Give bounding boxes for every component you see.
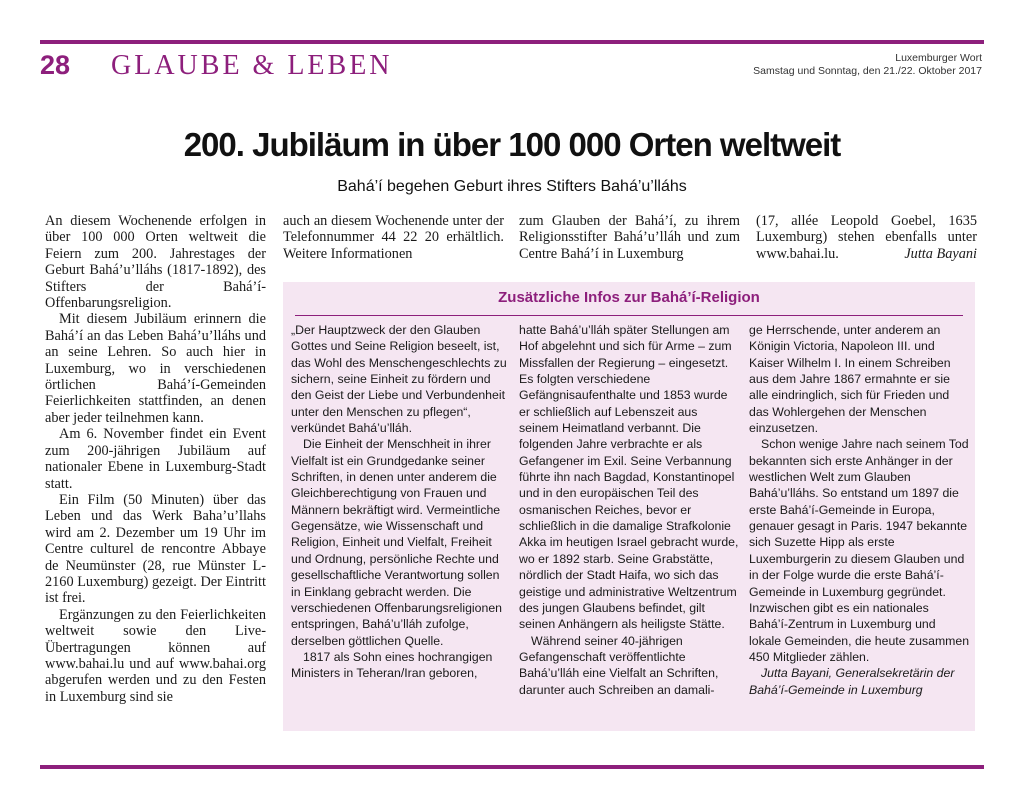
paragraph: Ergänzungen zu den Feierlichkeiten weltweit sowie den Live-Übertragungen können auf www.bahai.lu und auf www.bahai.org abgerufen werden und zu den Festen in Luxemburg sind sie — [45, 606, 266, 705]
paper-name: Luxemburger Wort — [895, 52, 982, 64]
paragraph: An diesem Wochenende erfolgen in über 100 000 Orten weltweit die Feiern zum 200. Jahrestages der Geburt Bahá’u’lláhs (1817-1892), des Stifters der Bahá’í-Offenbarungsreligion. — [45, 213, 266, 312]
info-box-column-1 — [291, 322, 512, 682]
paragraph: Während seiner 40-jährigen Gefangenschaft veröffentlichte Bahá’u’lláh eine Vielfalt an Schriften, darunter auch Schreiben an damali- — [519, 633, 719, 697]
paragraph: Mit diesem Jubiläum erinnern die Bahá’í an das Leben Bahá’u’lláhs und an seine Lehren. So auch hier in Luxemburg, wo in verschiedenen örtlichen Bahá’í-Gemeinden Feierlichkeiten stattfinden, an denen aber jeder teilnehmen kann. — [45, 311, 266, 426]
top-rule — [40, 40, 984, 44]
info-box-column-2 — [519, 322, 740, 698]
paragraph: Schon wenige Jahre nach seinem Tod bekannten sich erste Anhänger in der westlichen Welt zum Glauben Bahá’u’lláhs. So entstand um 1897 die erste Bahá’í-Gemeinde in Europa, genauer gesagt in Paris. 1947 bekannte sich Suzette Hipp als erste Luxemburgerin zu diesem Glauben und in der Folge wurde die erste Bahá’í-Gemeinde in Luxemburg gegründet. Inzwischen gibt es ein nationales Bahá’í-Zentrum in Luxemburg und lokale Gemeinden, die heute zusammen 450 Mitglieder zählen. — [749, 437, 970, 664]
bottom-rule — [40, 765, 984, 769]
page-number: 28 — [40, 50, 71, 80]
article-column-2 — [283, 213, 504, 262]
paragraph: ge Herrschende, unter anderem an Königin Victoria, Napoleon III. und Kaiser Wilhelm I. In einem Schreiben aus dem Jahre 1867 ermahnte er sie alle eindringlich, sich für Frieden und das Wohlergehen der Menschen einzusetzen. — [749, 323, 951, 436]
masthead — [753, 52, 982, 78]
info-box-divider — [295, 315, 963, 316]
paragraph: Am 6. November findet ein Event zum 200-jährigen Jubiläum auf nationaler Ebene in Luxemburg-Stadt statt. — [45, 426, 266, 492]
info-box-column-3 — [749, 322, 970, 698]
paragraph: „Der Hauptzweck der den Glauben Gottes und Seine Religion beseelt, ist, das Wohl des Menschengeschlechts zu sichern, seine Einheit zu fördern und den Geist der Liebe und Verbundenheit unter den Menschen zu pflegen“, verkündet Bahá’u’lláh. — [291, 323, 507, 436]
paragraph — [756, 213, 977, 262]
author-byline: Jutta Bayani — [904, 245, 977, 262]
info-box-credit: Jutta Bayani, Generalsekretärin der Bahá’í-Gemeinde in Luxemburg — [749, 666, 955, 697]
article-column-1 — [45, 213, 266, 705]
paragraph: zum Glauben der Bahá’í, zu ihrem Religionsstifter Bahá’u’lláh und zum Centre Bahá’í in Luxemburg — [519, 213, 740, 262]
info-box-title: Zusätzliche Infos zur Bahá’í-Religion — [498, 289, 760, 306]
info-box — [283, 282, 975, 731]
paragraph: hatte Bahá’u’lláh später Stellungen am Hof abgelehnt und sich für Arme – zum Missfallen der Regierung – eingesetzt. Es folgten verschiedene Gefängnisaufenthalte und 1853 wurde er schließlich auf Lebenszeit aus seinem Heimatland verbannt. Die folgenden Jahre verbrachte er als Gefangener im Exil. Seine Verbannung führte ihn nach Bagdad, Konstantinopel und in den europäischen Teil des osmanischen Reiches, bevor er schließlich in die damalige Strafkolonie Akka im heutigen Israel gebracht wurde, wo er 1892 starb. Seine Grabstätte, nördlich der Stadt Haifa, wo sich das geistige und administrative Weltzentrum des jungen Glaubens befindet, gilt seinen Anhängern als heiligste Stätte. — [519, 323, 739, 632]
paragraph-text: (17, allée Leopold Goebel, 1635 Luxemburg) stehen ebenfalls unter www.bahai.lu. — [756, 213, 977, 262]
paragraph: 1817 als Sohn eines hochrangigen Ministers in Teheran/Iran geboren, — [291, 649, 493, 681]
issue-date: Samstag und Sonntag, den 21./22. Oktober 2017 — [753, 65, 982, 77]
subheadline: Bahá’í begehen Geburt ihres Stifters Bahá’u’lláhs — [337, 178, 687, 195]
section-title: GLAUBE & LEBEN — [111, 50, 393, 81]
paragraph: Ein Film (50 Minuten) über das Leben und das Werk Baha’u’llahs wird am 2. Dezember um 19 Uhr im Centre culturel de rencontre Abbaye de Neumünster (28, rue Münster L-2160 Luxemburg) gezeigt. Der Eintritt ist frei. — [45, 491, 266, 607]
article-column-4 — [756, 213, 977, 262]
article-column-3 — [519, 213, 740, 262]
headline: 200. Jubiläum in über 100 000 Orten weltweit — [183, 126, 841, 163]
paragraph: auch an diesem Wochenende unter der Telefonnummer 44 22 20 erhältlich. Weitere Informationen — [283, 213, 504, 262]
paragraph: Die Einheit der Menschheit in ihrer Vielfalt ist ein Grundgedanke seiner Schriften, in denen unter anderem die Gleichberechtigung von Frauen und Männern bekräftigt wird. Vermeintliche Gegensätze, wie Wissenschaft und Religion, Einheit und Vielfalt, Freiheit und Ordnung, persönliche Rechte und gesellschaftliche Verantwortung sollen in Einklang gebracht werden. Die verschiedenen Offenbarungsreligionen entspringen, Bahá’u’lláh zufolge, derselben göttlichen Quelle. — [291, 437, 503, 648]
